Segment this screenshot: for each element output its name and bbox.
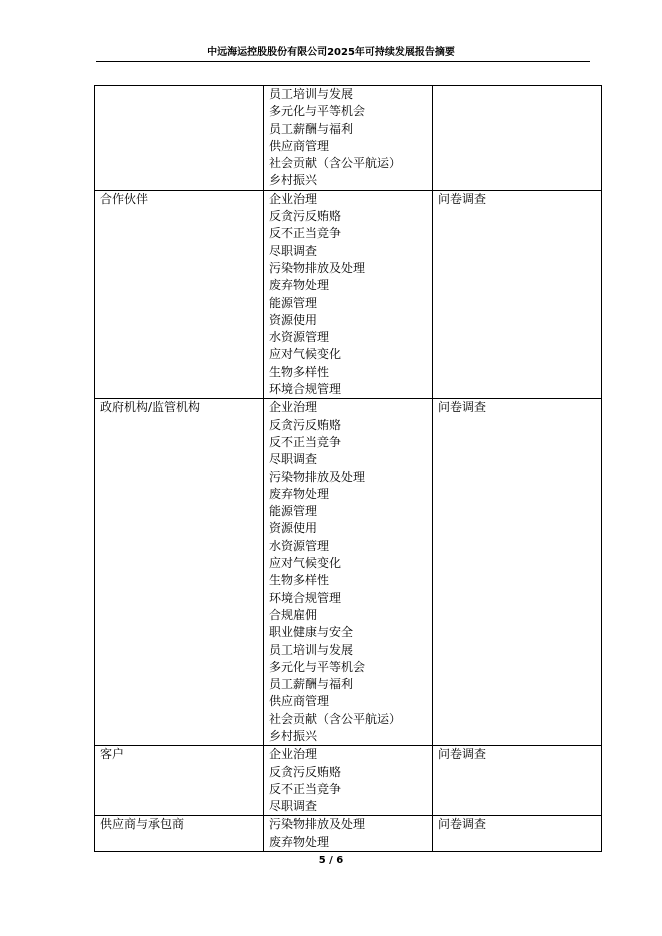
topics-cell <box>264 190 433 399</box>
topic-item: 反贪污反贿赂 <box>269 417 342 432</box>
table-row <box>95 399 602 746</box>
topic-item: 企业治理 <box>269 747 318 762</box>
topic-item: 企业治理 <box>269 191 318 206</box>
topics-cell <box>264 86 433 191</box>
topic-item: 多元化与平等机会 <box>269 659 366 674</box>
topic-item: 污染物排放及处理 <box>269 817 366 832</box>
channel-cell: 问卷调查 <box>433 190 602 399</box>
channel-cell: 问卷调查 <box>433 816 602 852</box>
topic-item: 合规雇佣 <box>269 607 318 622</box>
topic-item: 废弃物处理 <box>269 486 330 501</box>
stakeholder-topics-table <box>94 85 602 852</box>
stakeholder-cell: 合作伙伴 <box>95 190 264 399</box>
topic-item: 反不正当竞争 <box>269 781 342 796</box>
topic-item: 资源使用 <box>269 312 318 327</box>
topic-item: 企业治理 <box>269 400 318 415</box>
topic-item: 社会贡献（含公平航运） <box>269 156 402 171</box>
topic-item: 废弃物处理 <box>269 278 330 293</box>
topic-item: 尽职调查 <box>269 799 318 814</box>
topic-item: 能源管理 <box>269 295 318 310</box>
topic-item: 员工培训与发展 <box>269 87 354 101</box>
topics-cell <box>264 746 433 816</box>
stakeholder-cell: 客户 <box>95 746 264 816</box>
table-row <box>95 746 602 816</box>
topic-item: 生物多样性 <box>269 573 330 588</box>
channel-cell <box>433 86 602 191</box>
topic-item: 反不正当竞争 <box>269 434 342 449</box>
table-row <box>95 86 602 191</box>
topic-item: 环境合规管理 <box>269 382 342 397</box>
topic-item: 水资源管理 <box>269 330 330 345</box>
topic-item: 生物多样性 <box>269 364 330 379</box>
stakeholder-cell: 政府机构/监管机构 <box>95 399 264 746</box>
topic-item: 环境合规管理 <box>269 590 342 605</box>
topic-item: 多元化与平等机会 <box>269 104 366 119</box>
stakeholder-cell <box>95 86 264 191</box>
channel-cell: 问卷调查 <box>433 399 602 746</box>
topic-item: 乡村振兴 <box>269 173 318 188</box>
topic-item: 水资源管理 <box>269 538 330 553</box>
topics-cell <box>264 816 433 852</box>
report-header-title: 中远海运控股股份有限公司2025年可持续发展报告摘要 <box>207 47 455 58</box>
topic-item: 乡村振兴 <box>269 728 318 743</box>
topics-cell <box>264 399 433 746</box>
topic-item: 员工薪酬与福利 <box>269 121 354 136</box>
topic-item: 资源使用 <box>269 521 318 536</box>
topic-item: 社会贡献（含公平航运） <box>269 711 402 726</box>
topic-item: 污染物排放及处理 <box>269 469 366 484</box>
topic-item: 反不正当竞争 <box>269 226 342 241</box>
stakeholder-cell: 供应商与承包商 <box>95 816 264 852</box>
table-body <box>95 86 602 852</box>
topic-item: 反贪污反贿赂 <box>269 764 342 779</box>
topic-item: 尽职调查 <box>269 243 318 258</box>
topic-item: 员工薪酬与福利 <box>269 677 354 692</box>
channel-cell: 问卷调查 <box>433 746 602 816</box>
table-row <box>95 190 602 399</box>
topic-item: 应对气候变化 <box>269 347 342 362</box>
topic-item: 员工培训与发展 <box>269 642 354 657</box>
topic-item: 供应商管理 <box>269 138 330 153</box>
topic-item: 反贪污反贿赂 <box>269 209 342 224</box>
topic-item: 供应商管理 <box>269 694 330 709</box>
topic-item: 能源管理 <box>269 504 318 519</box>
topic-item: 废弃物处理 <box>269 834 330 849</box>
topic-item: 应对气候变化 <box>269 556 342 571</box>
header-divider <box>96 61 590 62</box>
page-number: 5 / 6 <box>318 855 344 866</box>
topic-item: 污染物排放及处理 <box>269 260 366 275</box>
topic-item: 职业健康与安全 <box>269 625 354 640</box>
table-row <box>95 816 602 852</box>
topic-item: 尽职调查 <box>269 452 318 467</box>
